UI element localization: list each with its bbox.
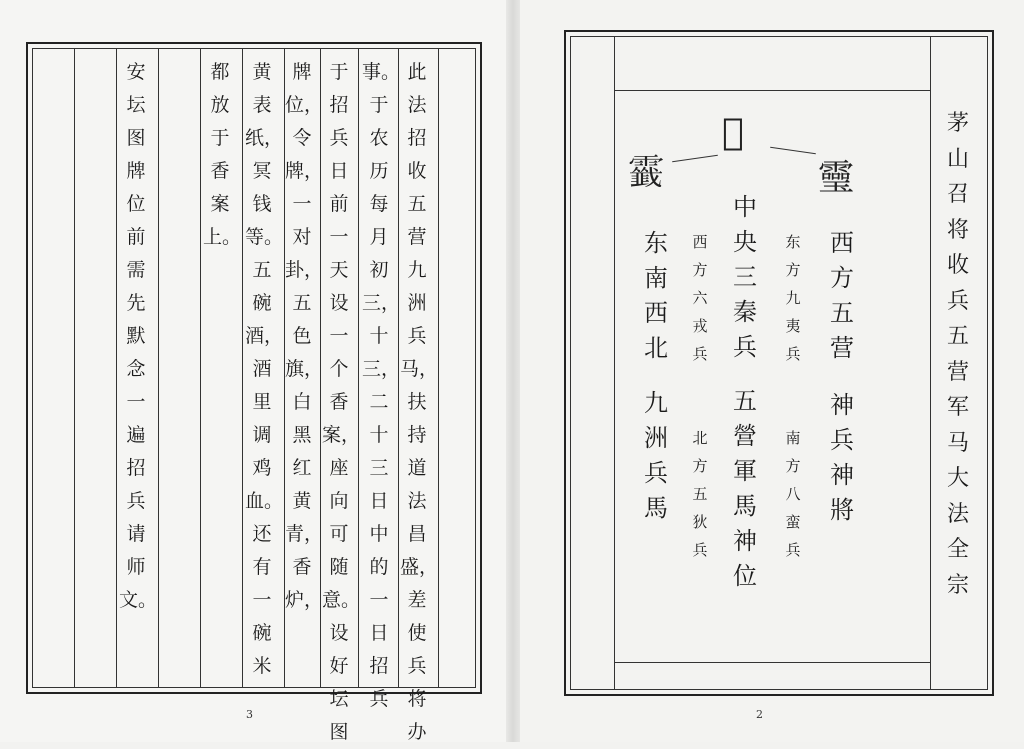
page-number-left: 3: [246, 708, 253, 721]
text-column-1: 此法招收五营九洲兵马，扶持道法昌盛，差使兵将办: [400, 61, 439, 743]
column-rule: [158, 48, 159, 688]
column-rule: [200, 48, 201, 688]
nine-continents-soldiers: 九洲兵馬: [644, 389, 668, 522]
south-eight-man-soldiers: 南方八蛮兵: [785, 429, 801, 559]
talisman-glyph-right: 𩆜: [818, 158, 855, 199]
column-rule: [116, 48, 117, 688]
frame-rule: [614, 36, 615, 690]
talisman-glyph-center: 𩄋: [722, 112, 744, 153]
frame-rule-horizontal: [614, 90, 930, 91]
west-five-camps: 西方五营: [830, 229, 854, 362]
text-column-2: 事。于农历每月初三，十三，二十三日中的一日招兵: [362, 61, 401, 710]
central-three-qin-soldiers: 中央三秦兵: [733, 193, 757, 361]
east-nine-yi-soldiers: 东方九夷兵: [785, 233, 801, 363]
book-gutter: [506, 0, 520, 742]
west-six-rong-soldiers: 西方六戎兵: [692, 233, 708, 363]
page-number-right: 2: [756, 708, 763, 721]
frame-rule: [930, 36, 931, 690]
text-column-5: 黄表纸，冥钱等。五碗酒，酒里调鸡血。还有一碗米: [245, 61, 284, 677]
column-rule: [74, 48, 75, 688]
column-rule: [242, 48, 243, 688]
talisman-glyph-left: 𩆷: [628, 153, 665, 194]
north-five-di-soldiers: 北方五狄兵: [692, 429, 708, 559]
divine-soldiers-generals: 神兵神將: [830, 391, 854, 524]
column-rule: [438, 48, 439, 688]
page-title: 茅山召将收兵五营军马大法全宗: [946, 111, 969, 598]
frame-rule-horizontal: [614, 662, 930, 663]
five-camps-spirit-tablet: 五營軍馬神位: [733, 387, 757, 590]
text-column-3: 于招兵日前一天设一个香案，座向可随意。设好坛图: [322, 61, 361, 743]
text-column-6: 都放于香案上。: [203, 61, 242, 248]
four-directions: 东南西北: [644, 229, 668, 362]
text-column-4: 牌位，令牌，一对卦，五色旗，白黑红黄青，香炉，: [285, 61, 324, 611]
text-column-8: 安坛图牌位前需先默念一遍招兵请师文。: [119, 61, 158, 611]
